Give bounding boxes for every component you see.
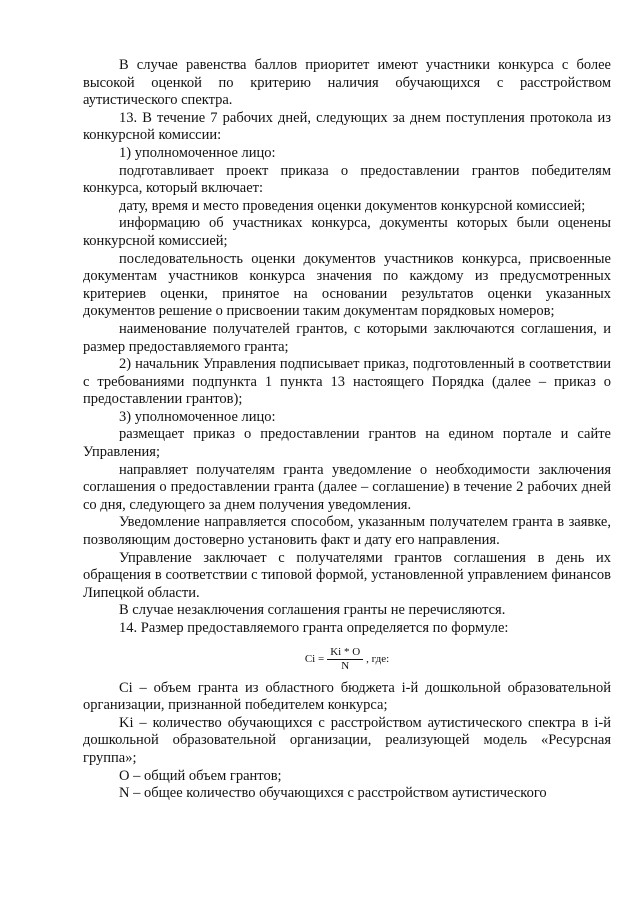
grant-formula — [83, 646, 611, 673]
paragraph-no-transfer: В случае незаключения соглашения гранты не перечисляются. — [119, 602, 506, 619]
paragraph-item-14: 14. Размер предоставляемого гранта определяется по формуле: — [119, 620, 509, 636]
formula-lhs: Ci = — [304, 652, 325, 665]
formula-rhs: , где: — [366, 652, 390, 665]
formula-fraction — [327, 646, 363, 673]
paragraph-agreement-conclusion: Управление заключает с получателями грантов соглашения в день их обращения в соответствии с типовой формой, установленной управлением финансов Липецкой области. — [83, 549, 611, 601]
paragraph-item-13: 13. В течение 7 рабочих дней, следующих за днем поступления протокола из конкурсной комиссии: — [83, 109, 611, 144]
paragraph-recipients-names: наименование получателей грантов, с которыми заключаются соглашения, и размер предоставляемого гранта; — [83, 320, 611, 355]
paragraph-date-time-place: дату, время и место проведения оценки документов конкурсной комиссией; — [119, 197, 586, 214]
paragraph-authorized-person-3: 3) уполномоченное лицо: — [119, 408, 276, 425]
definition-o: O – общий объем грантов; — [119, 767, 282, 784]
document-page — [83, 57, 611, 803]
paragraph-evaluation-sequence: последовательность оценки документов участников конкурса, присвоенные документам участников конкурса значения по каждому из предусмотренных критериев оценки, принятое на основании результатов оценки указанных документов решение о присвоении таким документам порядковых номеров; — [83, 250, 611, 320]
paragraph-publishes-order: размещает приказ о предоставлении грантов на едином портале и сайте Управления; — [83, 426, 611, 461]
paragraph-authorized-person-1: 1) уполномоченное лицо: — [119, 144, 276, 161]
definition-ki: Ki – количество обучающихся с расстройством аутистического спектра в i-й дошкольной образовательной организации, реализующей модель «Ресурсная группа»; — [83, 714, 611, 766]
definition-n: N – общее количество обучающихся с расстройством аутистического — [119, 785, 547, 802]
paragraph-prepares-draft: подготавливает проект приказа о предоставлении грантов победителям конкурса, который включает: — [83, 162, 611, 197]
paragraph-sends-notification: направляет получателям гранта уведомление о необходимости заключения соглашения о предоставлении гранта (далее – соглашение) в течение 2 рабочих дней со дня, следующего за днем получения уведомления. — [83, 461, 611, 513]
paragraph-participants-info: информацию об участниках конкурса, документы которых были оценены конкурсной комиссией; — [83, 215, 611, 249]
paragraph-notification-method: Уведомление направляется способом, указанным получателем гранта в заявке, позволяющим достоверно установить факт и дату его направления. — [83, 514, 611, 549]
formula-denominator: N — [341, 659, 350, 672]
paragraph-head-signs-order: 2) начальник Управления подписывает приказ, подготовленный в соответствии с требованиями подпункта 1 пункта 13 настоящего Порядка (далее – приказ о предоставлении грантов); — [83, 356, 611, 408]
formula-numerator: Ki * O — [327, 646, 363, 660]
paragraph-tie-priority: В случае равенства баллов приоритет имеют участники конкурса с более высокой оценкой по критерию наличия обучающихся с расстройством аутистического спектра. — [83, 57, 611, 109]
definition-ci: Ci – объем гранта из областного бюджета i-й дошкольной образовательной организации, признанной победителем конкурса; — [83, 679, 611, 714]
